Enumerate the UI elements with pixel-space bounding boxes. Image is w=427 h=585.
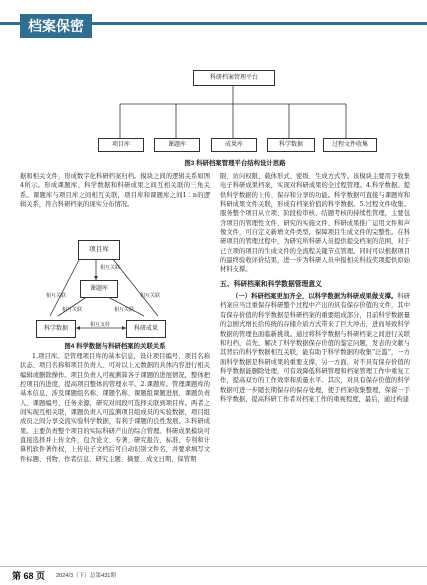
figure3-box-project: 项目库 bbox=[98, 138, 144, 152]
figure3-box-topic: 课题库 bbox=[154, 138, 200, 152]
left-column-top bbox=[20, 172, 210, 209]
right-paragraph-2 bbox=[220, 292, 410, 404]
left-paragraph-1: 据和相关文件，形成数字化科研档案归档。模块之间的逻辑关系如图4所示。形成课题库、科学数据和科研成果之间互相关联的三角关系。课题库与项目库之间相互关联，项目库和课题库之间1∶n的逻辑关系，符合科研档案的现实分布情况。 bbox=[20, 173, 210, 209]
figure4-box-result: 科研成果 bbox=[126, 320, 166, 338]
figure4-label-project-data: 相互关联 bbox=[46, 293, 67, 299]
figure4-label-topic-data: 相互关联 bbox=[62, 307, 83, 313]
figure3-platform-box: 科研档案管理平台 bbox=[193, 70, 275, 86]
right-paragraph-1: 限、访问权限、载体形式、密级、生成方式等。该模块主要用于收集电子科研成果档案，实现对科研成果的全过程管理。4.科学数据。提供科学数据的上传、保存和分享的功能。科学数据可直接与课题库和科研成果文件关联，形成有档案价值的科学数据。5.过程文件收集。服务整个项目从立项、阶段检审核、结题考核的持续性管理，主要包含项目的管理性文件、研究的实施文件、科研成果推广运用文件和声像文件，可自定义新增文件类型，保障项目生成文件的完整性。在科研项目的管理过程中，为研究所科研人员提供提交档案的范围，对于已立项的项目的生成文件的全流程关键节点管理。同时可以根据项目的最终验收评价结果，进一步为科研人员申报相关科技奖项提供原始材料支撑。 bbox=[220, 173, 410, 274]
figure4-caption: 图4 科学数据与科研档案的关联关系 bbox=[64, 343, 166, 350]
figure4-box-project: 项目库 bbox=[78, 240, 120, 260]
figure3-box-process: 过程文件收集 bbox=[323, 138, 377, 152]
left-paragraph-2: 1.项目库。是管理项目库的基本信息，设计项目编号、项目名称状态、项目名称和项目负责人、可对以上元数据的具体内容进行相关编辑或删除操作。项目负责人可视测算各子课题的进展情况，整体把控项目的进度，提高项目整体的管理水平。2.课题库。管理课题库的基本信息，涉及课题组名称、课题名称、课题组课题进展、课题负责人、课题编号、任务来源，研究对间段可选择关联到项目库。两者之间实现互相关联，课题负责人可监测项目组成员的实验数据，项目组成员之间分享交流实验科学数据，有利于课题的良性发展。3.科研成果。主要负责整个项目的实际科研产出的综合管理。科研成果模块可直接选择并上传文件，包含论文、专著、研究报告、标准、专利和计算机软件著作权，上传电子文档后可自动识别文件名，并要求填写文件标题、刊物、作者信息、研究主题、摘要、成文日期、保管期 bbox=[20, 353, 210, 463]
page-number: 第 68 页 bbox=[12, 571, 46, 581]
figure4-label-topic-result: 相互关联 bbox=[114, 307, 135, 313]
right-column bbox=[220, 172, 410, 562]
figure4-label-project-result: 相互关联 bbox=[140, 293, 161, 299]
figure4-label-project-topic: 相互关联 bbox=[100, 265, 121, 271]
figure3-box-data: 科学数据 bbox=[267, 138, 315, 152]
section-header-title: 档案保密 bbox=[20, 14, 92, 38]
figure4-box-data: 科学数据 bbox=[36, 320, 76, 338]
left-column-bottom bbox=[20, 352, 210, 564]
figure3-caption: 图3 科研档案管理平台结构设计思路 bbox=[184, 160, 286, 167]
figure3-box-result: 成果库 bbox=[211, 138, 257, 152]
figure4-label-data-result: 相互支持 bbox=[90, 322, 111, 328]
right-paragraph-2-lead: （一）科研档案更加齐全，以科学数据为科研成果做支撑。 bbox=[232, 293, 398, 301]
right-paragraph-2-body: 科研档案应当注重保存科研整个过程中产出的具有保存价值的文件，其中有保存价值的科学数据是科研档案的重要组成部分，目前科学数据量的急剧式增长给传统的存储介质方式带来了巨大冲击，进而导致科学数据的管理也面临新挑战。通过将科学数据与科研档案之间进行关联和归档，首先，解决了科学数据保存价值的鉴定问题，发表的文献与其背后的科学数据相互关联，能有助于科学数据的收集“泛滥”，一方面科学数据是科研成果的重要支撑，另一方面，对不具有保存价值的科学数据能删除处理，可有效降低科研管理和档案管理工作中重复工作，提高双方的工作效率和质量水平。其次，对具有保存价值的科学数据可进一步随长期保存的保存处理，使于档案收集整理，保留一手科学数据，提高科研工作者对档案工作的重视程度，最后，通过构建 bbox=[220, 293, 410, 403]
issue-info: 2024/3（下）总第431期 bbox=[56, 573, 117, 579]
footer-rule bbox=[0, 566, 427, 567]
figure4-box-topic: 课题库 bbox=[80, 280, 118, 298]
section-heading: 五、科研档案和科学数据管理意义 bbox=[220, 280, 322, 288]
